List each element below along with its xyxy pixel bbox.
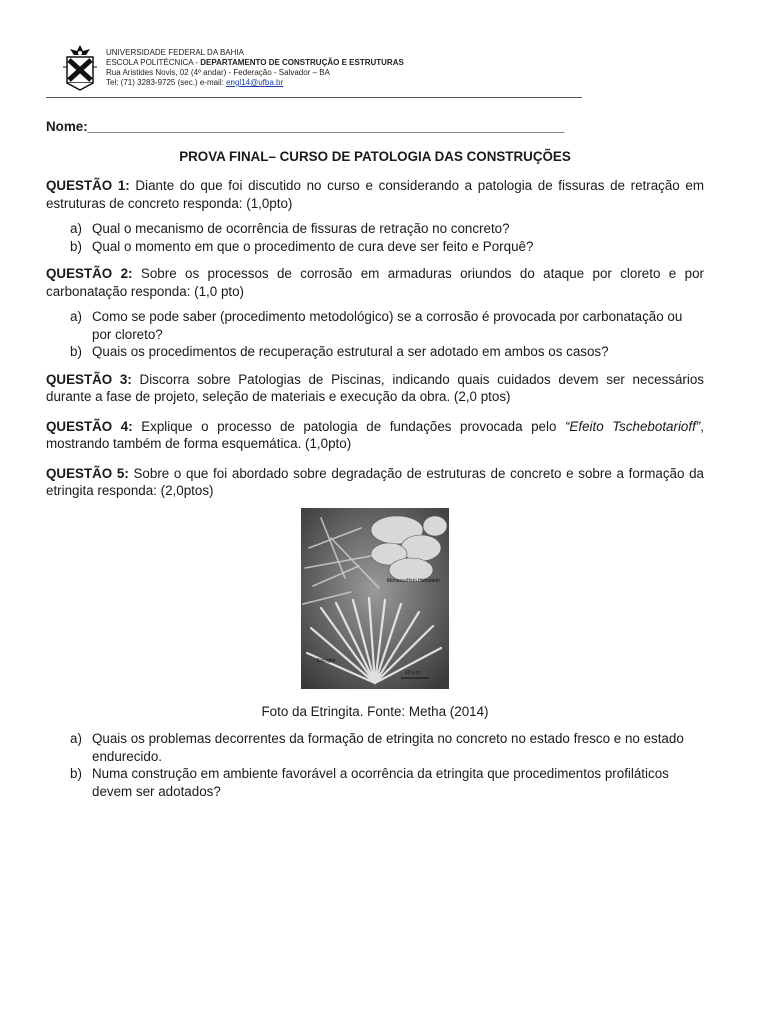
list-item: a) Como se pode saber (procedimento metodológico) se a corrosão é provocada por carbonatação ou por cloreto? bbox=[70, 309, 683, 342]
contact-line: Tel: (71) 3283-9725 (sec.) e-mail: engl14@ufba.br bbox=[106, 78, 284, 87]
ettringite-photo bbox=[301, 508, 449, 689]
address-line: Rua Aristides Novis, 02 (4º andar) - Federação - Salvador – BA bbox=[106, 68, 330, 77]
question-1-items bbox=[46, 220, 704, 255]
list-item: b) Quais os procedimentos de recuperação estrutural a ser adotado em ambos os casos? bbox=[70, 344, 609, 359]
question-1: QUESTÃO 1: Diante do que foi discutido no curso e considerando a patologia de fissuras de retração em estruturas de concreto responda: (1,0pto) bbox=[46, 178, 705, 211]
figure-label-monosulfate: Monossulfato Hidratado bbox=[387, 577, 440, 584]
question-5-items bbox=[46, 730, 704, 800]
question-5: QUESTÃO 5: Sobre o que foi abordado sobre degradação de estruturas de concreto e sobre a formação da etringita responda: (2,0ptos) bbox=[46, 465, 704, 498]
question-2-items bbox=[46, 308, 704, 361]
figure-scale-bar: 10 μ m bbox=[405, 669, 421, 676]
question-4: QUESTÃO 4: Explique o processo de patologia de fundações provocada pelo “Efeito Tschebotarioff”, mostrando também de forma esquemática. (1,0pto) bbox=[46, 418, 705, 451]
letterhead-text bbox=[106, 48, 404, 88]
question-2: QUESTÃO 2: Sobre os processos de corrosão em armaduras oriundos do ataque por cloreto e por carbonatação responda: (1,0 pto) bbox=[46, 266, 704, 299]
question-3: QUESTÃO 3: Discorra sobre Patologias de Piscinas, indicando quais cuidados devem ser necessários durante a fase de projeto, seleção de materiais e execução da obra. (2,0 ptos) bbox=[46, 371, 705, 404]
exam-content bbox=[46, 118, 704, 810]
letterhead bbox=[46, 40, 582, 98]
letterhead-divider bbox=[46, 97, 582, 98]
list-item: a) Quais os problemas decorrentes da formação de etringita no concreto no estado fresco e no estado endurecido. bbox=[70, 731, 684, 764]
name-field: Nome:________________________________________________________________ bbox=[46, 119, 565, 134]
figure-caption: Foto da Etringita. Fonte: Metha (2014) bbox=[261, 703, 489, 719]
list-item: b) Numa construção em ambiente favorável a ocorrência da etringita que procedimentos profiláticos devem ser adotados? bbox=[70, 766, 669, 799]
list-item: b) Qual o momento em que o procedimento de cura deve ser feito e Porquê? bbox=[70, 238, 534, 254]
figure-label-ettringite: Etringita bbox=[317, 657, 336, 664]
department-line: ESCOLA POLITÉCNICA - DEPARTAMENTO DE CONSTRUÇÃO E ESTRUTURAS bbox=[106, 58, 404, 67]
university-name: UNIVERSIDADE FEDERAL DA BAHIA bbox=[106, 48, 244, 57]
list-item: a) Qual o mecanismo de ocorrência de fissuras de retração no concreto? bbox=[70, 221, 510, 236]
exam-title: PROVA FINAL– CURSO DE PATOLOGIA DAS CONSTRUÇÕES bbox=[179, 148, 571, 164]
university-crest-icon bbox=[60, 43, 100, 91]
email-link[interactable]: engl14@ufba.br bbox=[226, 78, 284, 87]
